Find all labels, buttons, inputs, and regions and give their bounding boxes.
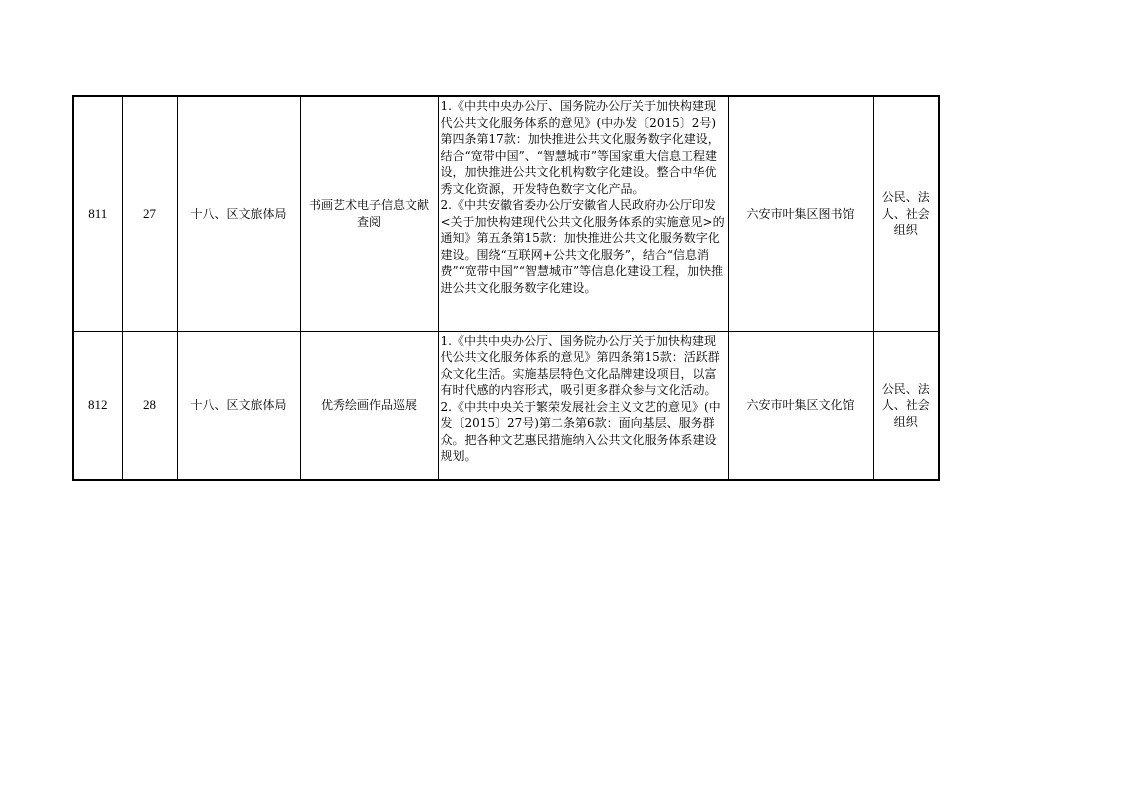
basis-paragraph: 1.《中共中央办公厅、国务院办公厅关于加快构建现代公共文化服务体系的意见》(中办发〔2015〕2号)第四条第17款：加快推进公共文化服务数字化建设，结合“宽带中国”、“智慧城市”等国家重大信息工程建设，加快推进公共文化机构数字化建设。整合中华优秀文化资源，开发特色数字文化产品。: [440, 99, 720, 196]
department-cell: 十八、区文旅体局: [177, 96, 300, 331]
legal-basis-cell: [438, 96, 728, 331]
table-row: [73, 96, 939, 331]
seq-cell: 812: [73, 331, 122, 480]
provider-cell: 六安市叶集区文化馆: [728, 331, 873, 480]
sub-number-cell: 27: [122, 96, 177, 331]
service-list-table: [72, 95, 940, 481]
basis-paragraph: 2.《中共安徽省委办公厅安徽省人民政府办公厅印发<关于加快构建现代公共文化服务体系的实施意见>的通知》第五条第15款：加快推进公共文化服务数字化建设。围绕“互联网+公共文化服务”，结合“信息消费”“宽带中国”“智慧城市”等信息化建设工程，加快推进公共文化服务数字化建设。: [440, 198, 725, 295]
service-name-cell: 书画艺术电子信息文献查阅: [300, 96, 438, 331]
target-cell: 公民、法人、社会组织: [873, 96, 939, 331]
table-row: [73, 331, 939, 480]
sub-number-cell: 28: [122, 331, 177, 480]
basis-paragraph: 2.《中共中央关于繁荣发展社会主义文艺的意见》(中发〔2015〕27号)第二条第6款：面向基层、服务群众。把各种文艺惠民措施纳入公共文化服务体系建设规划。: [440, 399, 721, 463]
legal-basis-cell: [438, 331, 728, 480]
provider-cell: 六安市叶集区图书馆: [728, 96, 873, 331]
service-name-cell: 优秀绘画作品巡展: [300, 331, 438, 480]
target-cell: 公民、法人、社会组织: [873, 331, 939, 480]
department-cell: 十八、区文旅体局: [177, 331, 300, 480]
basis-paragraph: 1.《中共中央办公厅、国务院办公厅关于加快构建现代公共文化服务体系的意见》第四条第15款：活跃群众文化生活。实施基层特色文化品牌建设项目，以富有时代感的内容形式，吸引更多群众参与文化活动。: [440, 333, 720, 397]
seq-cell: 811: [73, 96, 122, 331]
